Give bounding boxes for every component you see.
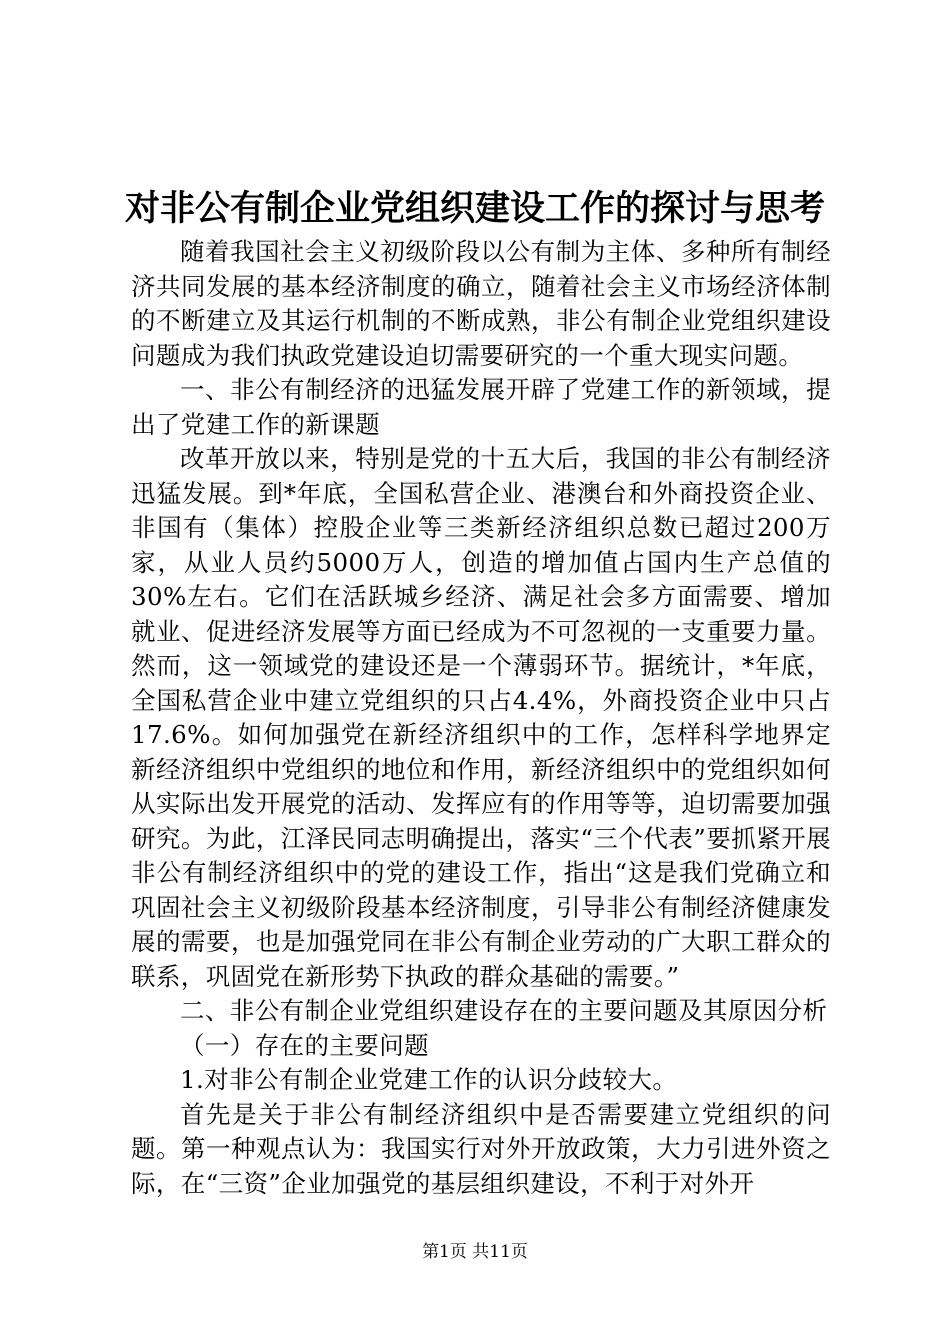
paragraph-section-1: 改革开放以来，特别是党的十五大后，我国的非公有制经济迅猛发展。到*年底，全国私营企业、港澳台和外商投资企业、非国有（集体）控股企业等三类新经济组织总数已超过200万家，从业人员约5000万人，创造的增加值占国内生产总值的30%左右。它们在活跃城乡经济、满足社会多方面需要、增加就业、促进经济发展等方面已经成为不可忽视的一支重要力量。然而，这一领域党的建设还是一个薄弱环节。据统计，*年底，全国私营企业中建立党组织的只占4.4%，外商投资企业中只占17.6%。如何加强党在新经济组织中的工作，怎样科学地界定新经济组织中党组织的地位和作用，新经济组织中的党组织如何从实际出发开展党的活动、发挥应有的作用等等，迫切需要加强研究。为此，江泽民同志明确提出，落实“三个代表”要抓紧开展非公有制经济组织中的党的建设工作，指出“这是我们党确立和巩固社会主义初级阶段基本经济制度，引导非公有制经济健康发展的需要，也是加强党同在非公有制企业劳动的广大职工群众的联系，巩固党在新形势下执政的群众基础的需要。”	[131, 444, 831, 991]
paragraph-intro: 随着我国社会主义初级阶段以公有制为主体、多种所有制经济共同发展的基本经济制度的确立，随着社会主义市场经济体制的不断建立及其运行机制的不断成熟，非公有制企业党组织建设问题成为我们执政党建设迫切需要研究的一个重大现实问题。	[131, 237, 831, 370]
section-heading-2: 二、非公有制企业党组织建设存在的主要问题及其原因分析	[180, 996, 828, 1025]
section-heading-1: 一、非公有制经济的迅猛发展开辟了党建工作的新领域，提出了党建工作的新课题	[131, 375, 831, 439]
document-title: 对非公有制企业党组织建设工作的探讨与思考	[124, 188, 825, 229]
document-body	[131, 235, 831, 1201]
page-footer: 第1页 共11页	[422, 1242, 528, 1262]
numbered-point-1: 1.对非公有制企业党建工作的认识分歧较大。	[180, 1065, 678, 1094]
subsection-heading: （一）存在的主要问题	[180, 1030, 429, 1060]
paragraph-point-1: 首先是关于非公有制经济组织中是否需要建立党组织的问题。第一种观点认为：我国实行对外开放政策，大力引进外资之际，在“三资”企业加强党的基层组织建设，不利于对外开	[131, 1099, 831, 1198]
